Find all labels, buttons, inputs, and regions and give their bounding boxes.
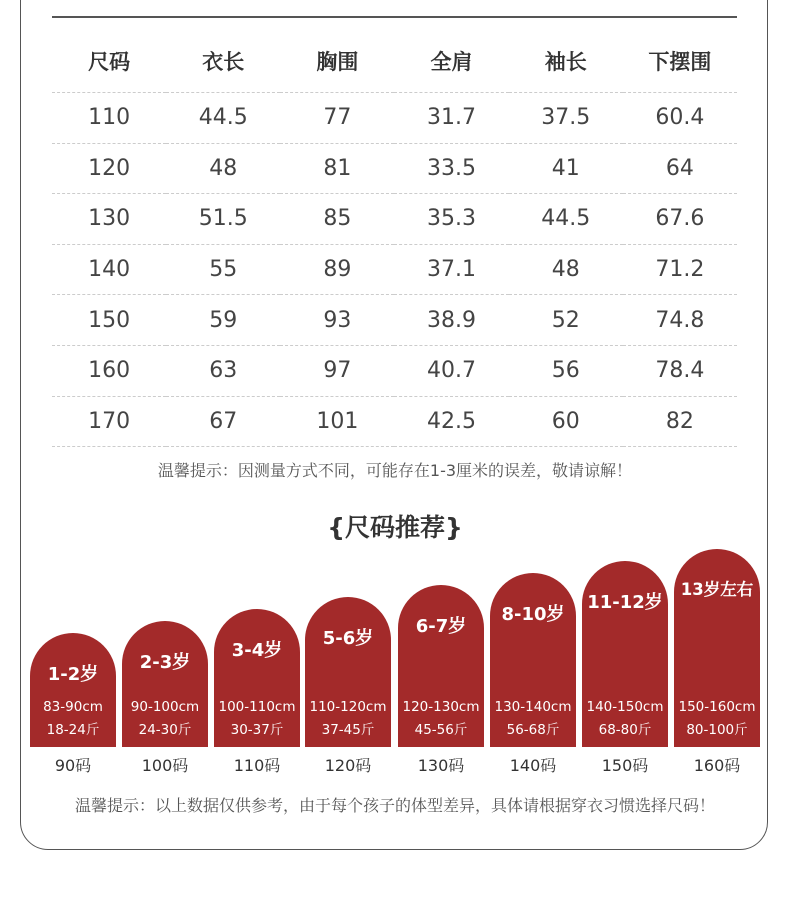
cell-length: 44.5 bbox=[166, 93, 280, 144]
cell-shoulder: 33.5 bbox=[394, 143, 508, 194]
header-length: 衣长 bbox=[166, 30, 280, 93]
cell-length: 55 bbox=[166, 244, 280, 295]
size-code: 120码 bbox=[324, 756, 372, 775]
cell-chest: 77 bbox=[280, 93, 394, 144]
recommendation-card bbox=[214, 609, 300, 747]
size-code: 90码 bbox=[54, 756, 92, 775]
header-shoulder: 全肩 bbox=[394, 30, 508, 93]
age-label: 13岁左右 bbox=[680, 580, 754, 599]
weight-range: 37-45斤 bbox=[321, 722, 375, 738]
weight-range: 80-100斤 bbox=[686, 722, 748, 738]
recommendation-card bbox=[398, 585, 484, 747]
cell-hem: 60.4 bbox=[623, 93, 737, 144]
size-code: 150码 bbox=[601, 756, 649, 775]
cell-chest: 85 bbox=[280, 194, 394, 245]
cell-size: 140 bbox=[52, 244, 166, 295]
height-range: 100-110cm bbox=[218, 699, 296, 715]
header-chest: 胸围 bbox=[280, 30, 394, 93]
cell-hem: 64 bbox=[623, 143, 737, 194]
recommendation-card bbox=[305, 597, 391, 747]
weight-range: 68-80斤 bbox=[598, 722, 652, 738]
cell-hem: 67.6 bbox=[623, 194, 737, 245]
measure-note: 温馨提示：因测量方式不同，可能存在1-3厘米的误差，敬请谅解！ bbox=[157, 461, 633, 480]
recommendation-card bbox=[674, 549, 760, 747]
cell-sleeve: 41 bbox=[509, 143, 623, 194]
height-range: 130-140cm bbox=[494, 699, 572, 715]
cell-length: 63 bbox=[166, 345, 280, 396]
age-label: 1-2岁 bbox=[47, 664, 99, 685]
age-label: 5-6岁 bbox=[322, 628, 374, 649]
cell-shoulder: 38.9 bbox=[394, 295, 508, 346]
cell-shoulder: 37.1 bbox=[394, 244, 508, 295]
weight-range: 24-30斤 bbox=[138, 722, 192, 738]
weight-range: 56-68斤 bbox=[506, 722, 560, 738]
cell-hem: 71.2 bbox=[623, 244, 737, 295]
size-code: 140码 bbox=[509, 756, 557, 775]
cell-length: 51.5 bbox=[166, 194, 280, 245]
weight-range: 30-37斤 bbox=[230, 722, 284, 738]
header-hem: 下摆围 bbox=[623, 30, 737, 93]
height-range: 110-120cm bbox=[309, 699, 387, 715]
cell-sleeve: 48 bbox=[509, 244, 623, 295]
cell-size: 150 bbox=[52, 295, 166, 346]
cell-sleeve: 60 bbox=[509, 396, 623, 447]
size-code: 160码 bbox=[693, 756, 741, 775]
cell-size: 120 bbox=[52, 143, 166, 194]
cell-length: 59 bbox=[166, 295, 280, 346]
header-sleeve: 袖长 bbox=[509, 30, 623, 93]
age-label: 8-10岁 bbox=[501, 604, 565, 625]
cell-chest: 89 bbox=[280, 244, 394, 295]
cell-sleeve: 37.5 bbox=[509, 93, 623, 144]
cell-hem: 74.8 bbox=[623, 295, 737, 346]
recommendation-card bbox=[582, 561, 668, 747]
cell-sleeve: 44.5 bbox=[509, 194, 623, 245]
height-range: 90-100cm bbox=[130, 699, 200, 715]
cell-shoulder: 35.3 bbox=[394, 194, 508, 245]
reference-note: 温馨提示：以上数据仅供参考，由于每个孩子的体型差异，具体请根据穿衣习惯选择尺码！ bbox=[74, 796, 715, 815]
height-range: 140-150cm bbox=[586, 699, 664, 715]
cell-size: 110 bbox=[52, 93, 166, 144]
age-label: 11-12岁 bbox=[587, 592, 663, 613]
weight-range: 45-56斤 bbox=[414, 722, 468, 738]
size-code: 110码 bbox=[233, 756, 281, 775]
age-label: 6-7岁 bbox=[415, 616, 467, 637]
weight-range: 18-24斤 bbox=[46, 722, 100, 738]
size-code: 130码 bbox=[417, 756, 465, 775]
cell-size: 130 bbox=[52, 194, 166, 245]
cell-chest: 101 bbox=[280, 396, 394, 447]
recommendation-card bbox=[30, 633, 116, 747]
cell-shoulder: 40.7 bbox=[394, 345, 508, 396]
cell-sleeve: 56 bbox=[509, 345, 623, 396]
cell-chest: 81 bbox=[280, 143, 394, 194]
recommendation-card bbox=[490, 573, 576, 747]
age-label: 2-3岁 bbox=[139, 652, 191, 673]
age-label: 3-4岁 bbox=[231, 640, 283, 661]
cell-chest: 93 bbox=[280, 295, 394, 346]
height-range: 150-160cm bbox=[678, 699, 756, 715]
cell-size: 160 bbox=[52, 345, 166, 396]
height-range: 83-90cm bbox=[43, 699, 103, 715]
cell-sleeve: 52 bbox=[509, 295, 623, 346]
cell-hem: 78.4 bbox=[623, 345, 737, 396]
size-code: 100码 bbox=[141, 756, 189, 775]
cell-shoulder: 31.7 bbox=[394, 93, 508, 144]
cell-size: 170 bbox=[52, 396, 166, 447]
cell-length: 48 bbox=[166, 143, 280, 194]
recommend-title: {尺码推荐} bbox=[327, 513, 463, 542]
height-range: 120-130cm bbox=[402, 699, 480, 715]
cell-hem: 82 bbox=[623, 396, 737, 447]
cell-shoulder: 42.5 bbox=[394, 396, 508, 447]
recommendation-card bbox=[122, 621, 208, 747]
header-size: 尺码 bbox=[52, 30, 166, 93]
cell-chest: 97 bbox=[280, 345, 394, 396]
cell-length: 67 bbox=[166, 396, 280, 447]
